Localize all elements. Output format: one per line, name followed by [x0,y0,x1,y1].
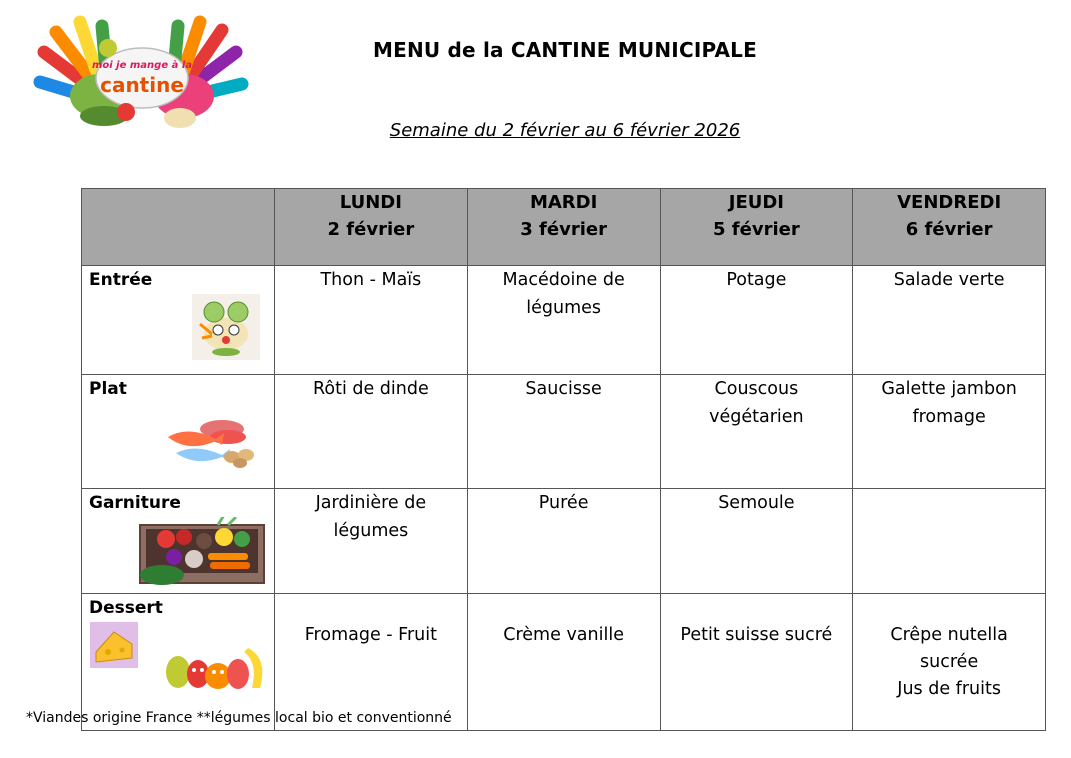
category-cell-plat [82,375,275,489]
fruit-characters-icon [164,638,272,692]
meal-line: Thon - Maïs [320,270,422,290]
week-subtitle: Semaine du 2 février au 6 février 2026 [389,120,741,141]
category-label: Dessert [89,598,163,618]
day-date: 2 février [327,219,415,240]
category-cell-entree [82,266,275,375]
meal-line: Petit suisse sucré [680,625,833,645]
header-row [82,189,1046,266]
meal-line: Potage [726,270,787,290]
meal-line: Semoule [718,493,795,513]
page-title: MENU de la CANTINE MUNICIPALE [373,38,757,62]
day-name: JEUDI [728,192,784,213]
day-date: 3 février [520,219,607,240]
meal-line: Crêpe nutella [890,625,1008,645]
table-row [82,375,1046,489]
logo-text-main: cantine [100,73,184,97]
meal-line: Couscous [714,379,799,399]
category-label: Plat [89,379,127,399]
meal-line: sucrée [920,652,979,672]
meal-line: fromage [912,407,986,427]
meal-cell-garniture-mardi [467,489,660,594]
cheese-icon [90,622,138,668]
day-name: LUNDI [339,192,402,213]
meal-cell-plat-lundi [275,375,468,489]
day-header-mardi [467,189,660,266]
day-header-jeudi [660,189,853,266]
meal-line: Fromage - Fruit [304,625,437,645]
logo-text-top: moi je mange à la [91,60,193,71]
meal-line: légumes [526,298,601,318]
meal-cell-entree-vendredi [853,266,1046,375]
footnote: *Viandes origine France **légumes local bio et conventionné [26,710,452,726]
cantine-logo-icon [22,12,258,136]
meal-cell-plat-jeudi [660,375,853,489]
meal-line: Galette jambon [881,379,1017,399]
header-corner-cell [82,189,275,266]
menu-table [81,188,1046,731]
meal-line: Saucisse [525,379,602,399]
category-cell-garniture [82,489,275,594]
meal-line: Jus de fruits [897,679,1001,699]
meal-cell-dessert-vendredi [853,594,1046,731]
day-name: VENDREDI [897,192,1002,213]
meal-cell-dessert-mardi [467,594,660,731]
salad-face-icon [192,294,260,360]
meal-line: Macédoine de [502,270,625,290]
day-header-lundi [275,189,468,266]
meal-line: Rôti de dinde [313,379,429,399]
meal-line: Salade verte [893,270,1005,290]
meal-line: Purée [538,493,589,513]
day-header-vendredi [853,189,1046,266]
vegetable-crate-icon [132,517,270,589]
meal-line: végétarien [709,407,804,427]
table-row [82,489,1046,594]
day-name: MARDI [529,192,598,213]
meal-line: Crème vanille [503,625,624,645]
meal-cell-plat-vendredi [853,375,1046,489]
meal-cell-garniture-vendredi [853,489,1046,594]
meal-cell-garniture-lundi [275,489,468,594]
meal-line: Jardinière de [315,493,427,513]
meal-cell-garniture-jeudi [660,489,853,594]
meal-line: légumes [333,521,409,541]
meal-cell-entree-jeudi [660,266,853,375]
category-label: Garniture [89,493,181,513]
meal-cell-entree-mardi [467,266,660,375]
meal-cell-entree-lundi [275,266,468,375]
category-label: Entrée [89,270,153,290]
day-date: 6 février [905,219,993,240]
day-date: 5 février [713,219,800,240]
table-row [82,266,1046,375]
meat-fish-eggs-icon [166,415,256,469]
meal-cell-plat-mardi [467,375,660,489]
meal-cell-dessert-jeudi [660,594,853,731]
